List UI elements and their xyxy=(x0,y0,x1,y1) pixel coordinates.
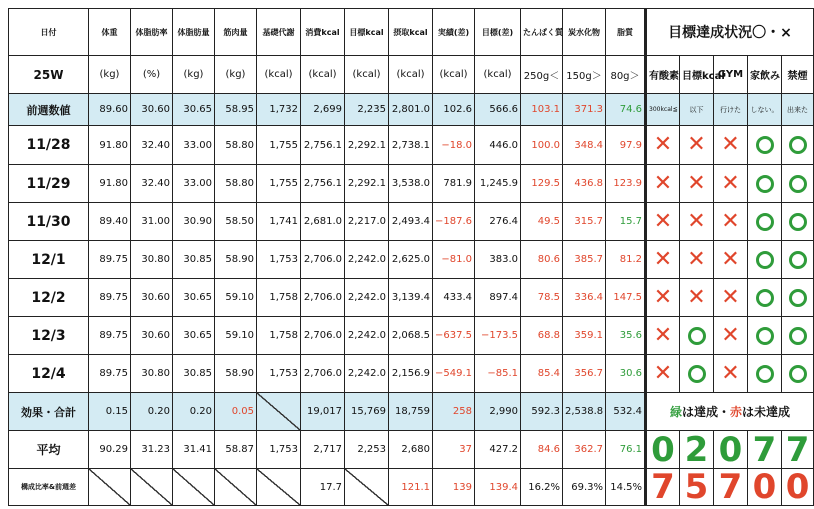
cross-mark-icon: ✕ xyxy=(721,322,740,348)
value-cell: 58.90 xyxy=(215,355,257,393)
prev-cell: 1,732 xyxy=(257,94,301,126)
date-cell: 12/3 xyxy=(9,317,89,355)
value-cell: 89.75 xyxy=(89,241,131,279)
legend-red: 赤 xyxy=(730,405,743,419)
value-cell: 2,756.1 xyxy=(301,126,345,165)
cross-mark-icon: ✕ xyxy=(721,284,740,310)
value-cell: 2,706.0 xyxy=(301,241,345,279)
value-cell: 2,217.0 xyxy=(345,203,389,241)
goal-header: 目標kcal xyxy=(680,56,714,94)
goal-mark xyxy=(714,203,748,241)
goal-mark xyxy=(646,317,680,355)
value-cell: −549.1 xyxy=(433,355,475,393)
value-cell: 2,156.9 xyxy=(389,355,433,393)
value-cell: 58.80 xyxy=(215,165,257,203)
cross-mark-icon: ✕ xyxy=(687,132,706,157)
value-cell: 276.4 xyxy=(475,203,521,241)
effect-cell: 0.20 xyxy=(131,393,173,431)
goal-mark xyxy=(714,355,748,393)
achieved-count: 7 xyxy=(782,431,814,469)
average-row xyxy=(9,431,814,469)
average-cell: 2,680 xyxy=(389,431,433,469)
value-cell: 58.50 xyxy=(215,203,257,241)
unit-cell: (kg) xyxy=(173,56,215,94)
col-header: 体脂肪率 xyxy=(131,9,173,56)
effect-cell: 0.15 xyxy=(89,393,131,431)
circle-mark-icon xyxy=(688,365,706,383)
cross-mark-icon: ✕ xyxy=(687,246,706,272)
goal-mark xyxy=(646,203,680,241)
prev-cell: 89.60 xyxy=(89,94,131,126)
goal-mark xyxy=(680,355,714,393)
goal-mark xyxy=(646,165,680,203)
effect-cell: 592.3 xyxy=(521,393,563,431)
average-cell: 31.41 xyxy=(173,431,215,469)
goal-mark xyxy=(782,203,814,241)
goal-header: GYM xyxy=(714,56,748,94)
value-cell: 383.0 xyxy=(475,241,521,279)
effect-cell: 0.05 xyxy=(215,393,257,431)
failed-count: 5 xyxy=(680,469,714,506)
value-cell: 2,681.0 xyxy=(301,203,345,241)
value-cell: 315.7 xyxy=(563,203,606,241)
unit-cell: (kcal) xyxy=(345,56,389,94)
legend-text: は達成・ xyxy=(682,405,731,419)
value-cell: −173.5 xyxy=(475,317,521,355)
prev-cell: 103.1 xyxy=(521,94,563,126)
goal-mark xyxy=(782,241,814,279)
average-cell: 427.2 xyxy=(475,431,521,469)
effect-cell: 258 xyxy=(433,393,475,431)
value-cell: 33.00 xyxy=(173,126,215,165)
unit-cell: (kcal) xyxy=(257,56,301,94)
circle-mark-icon xyxy=(756,289,774,307)
effect-cell: 19,017 xyxy=(301,393,345,431)
previous-week-row xyxy=(9,94,814,126)
col-header: 目標kcal xyxy=(345,9,389,56)
cross-mark-icon: ✕ xyxy=(721,208,740,234)
value-cell: −18.0 xyxy=(433,126,475,165)
goal-criteria: 300kcal≦ xyxy=(646,94,680,126)
cross-mark-icon: ✕ xyxy=(721,170,740,196)
achieved-count: 0 xyxy=(646,431,680,469)
date-header: 日付 xyxy=(9,9,89,56)
circle-mark-icon xyxy=(789,213,807,231)
value-cell: 2,242.0 xyxy=(345,241,389,279)
empty-diagonal-cell xyxy=(89,469,131,506)
circle-mark-icon xyxy=(756,251,774,269)
value-cell: 2,625.0 xyxy=(389,241,433,279)
average-cell: 2,253 xyxy=(345,431,389,469)
empty-diagonal-cell xyxy=(257,393,301,431)
value-cell: 81.2 xyxy=(606,241,646,279)
value-cell: 49.5 xyxy=(521,203,563,241)
value-cell: 78.5 xyxy=(521,279,563,317)
ratio-label: 構成比率&前週差 xyxy=(9,469,89,506)
goal-mark xyxy=(748,241,782,279)
circle-mark-icon xyxy=(789,251,807,269)
value-cell: 2,242.0 xyxy=(345,317,389,355)
value-cell: 85.4 xyxy=(521,355,563,393)
value-cell: 32.40 xyxy=(131,165,173,203)
date-cell: 11/29 xyxy=(9,165,89,203)
effect-total-label: 効果・合計 xyxy=(9,393,89,431)
empty-diagonal-cell xyxy=(257,469,301,506)
week-label: 25W xyxy=(9,56,89,94)
weekly-record-sheet xyxy=(8,8,810,507)
cross-mark-icon: ✕ xyxy=(653,132,673,157)
prev-cell: 30.60 xyxy=(131,94,173,126)
ratio-cell: 16.2% xyxy=(521,469,563,506)
value-cell: 2,292.1 xyxy=(345,126,389,165)
value-cell: 385.7 xyxy=(563,241,606,279)
goal-mark xyxy=(680,317,714,355)
value-cell: 359.1 xyxy=(563,317,606,355)
unit-cell: (kg) xyxy=(89,56,131,94)
goal-mark xyxy=(646,126,680,165)
goal-mark xyxy=(680,241,714,279)
value-cell: −187.6 xyxy=(433,203,475,241)
value-cell: 59.10 xyxy=(215,317,257,355)
value-cell: 123.9 xyxy=(606,165,646,203)
previous-week-label: 前週数値 xyxy=(9,94,89,126)
value-cell: 1,758 xyxy=(257,317,301,355)
col-header: たんぱく質 xyxy=(521,9,563,56)
goal-criteria: 出来た xyxy=(782,94,814,126)
goal-mark xyxy=(748,126,782,165)
unit-cell: (kcal) xyxy=(301,56,345,94)
ratio-cell: 139 xyxy=(433,469,475,506)
goal-mark xyxy=(748,279,782,317)
value-cell: 2,706.0 xyxy=(301,279,345,317)
circle-mark-icon xyxy=(789,175,807,193)
unit-cell: 250g＜ xyxy=(521,56,563,94)
goal-header: 家飲み xyxy=(748,56,782,94)
unit-cell: (kcal) xyxy=(433,56,475,94)
value-cell: 58.80 xyxy=(215,126,257,165)
average-cell: 362.7 xyxy=(563,431,606,469)
cross-mark-icon: ✕ xyxy=(653,284,673,310)
goal-mark xyxy=(714,165,748,203)
date-cell: 12/4 xyxy=(9,355,89,393)
col-header: 体脂肪量 xyxy=(173,9,215,56)
value-cell: 1,753 xyxy=(257,241,301,279)
failed-count: 7 xyxy=(646,469,680,506)
goal-mark xyxy=(714,241,748,279)
goal-mark xyxy=(714,126,748,165)
goal-mark xyxy=(646,241,680,279)
average-cell: 2,717 xyxy=(301,431,345,469)
value-cell: 30.80 xyxy=(131,355,173,393)
value-cell: 89.75 xyxy=(89,355,131,393)
average-cell: 37 xyxy=(433,431,475,469)
value-cell: 80.6 xyxy=(521,241,563,279)
value-cell: 2,068.5 xyxy=(389,317,433,355)
goal-mark xyxy=(748,355,782,393)
achieved-count: 7 xyxy=(748,431,782,469)
goal-criteria: 以下 xyxy=(680,94,714,126)
value-cell: −637.5 xyxy=(433,317,475,355)
day-row xyxy=(9,126,814,165)
value-cell: 31.00 xyxy=(131,203,173,241)
col-header: 炭水化物 xyxy=(563,9,606,56)
goal-mark xyxy=(680,165,714,203)
value-cell: 2,756.1 xyxy=(301,165,345,203)
cross-mark-icon: ✕ xyxy=(653,246,673,272)
value-cell: 1,755 xyxy=(257,126,301,165)
value-cell: 30.65 xyxy=(173,279,215,317)
unit-cell: (kcal) xyxy=(389,56,433,94)
cross-mark-icon: ✕ xyxy=(687,170,706,196)
goal-mark xyxy=(714,317,748,355)
prev-cell: 2,699 xyxy=(301,94,345,126)
day-row xyxy=(9,355,814,393)
col-header: 摂取kcal xyxy=(389,9,433,56)
goal-mark xyxy=(646,355,680,393)
circle-mark-icon xyxy=(789,365,807,383)
ratio-cell: 14.5% xyxy=(606,469,646,506)
value-cell: 336.4 xyxy=(563,279,606,317)
ratio-cell: 69.3% xyxy=(563,469,606,506)
goal-mark xyxy=(748,317,782,355)
legend-green: 緑 xyxy=(669,405,682,419)
goal-status-title: 目標達成状況〇・× xyxy=(646,9,814,56)
circle-mark-icon xyxy=(756,175,774,193)
value-cell: 30.80 xyxy=(131,241,173,279)
cross-mark-icon: ✕ xyxy=(653,208,673,234)
circle-mark-icon xyxy=(789,289,807,307)
prev-cell: 371.3 xyxy=(563,94,606,126)
goal-header: 有酸素 xyxy=(646,56,680,94)
value-cell: 356.7 xyxy=(563,355,606,393)
value-cell: 91.80 xyxy=(89,126,131,165)
value-cell: 15.7 xyxy=(606,203,646,241)
cross-mark-icon: ✕ xyxy=(653,170,673,196)
effect-total-row xyxy=(9,393,814,431)
prev-cell: 30.65 xyxy=(173,94,215,126)
prev-cell: 102.6 xyxy=(433,94,475,126)
color-legend xyxy=(646,393,814,431)
goal-mark xyxy=(782,126,814,165)
value-cell: 781.9 xyxy=(433,165,475,203)
prev-cell: 566.6 xyxy=(475,94,521,126)
ratio-cell: 139.4 xyxy=(475,469,521,506)
cross-mark-icon: ✕ xyxy=(653,360,673,386)
col-header: 目標(差) xyxy=(475,9,521,56)
weekly-record-table xyxy=(8,8,814,506)
effect-cell: 18,759 xyxy=(389,393,433,431)
goal-criteria: 行けた xyxy=(714,94,748,126)
value-cell: 30.90 xyxy=(173,203,215,241)
circle-mark-icon xyxy=(756,213,774,231)
value-cell: 30.85 xyxy=(173,241,215,279)
circle-mark-icon xyxy=(756,327,774,345)
date-cell: 12/2 xyxy=(9,279,89,317)
prev-cell: 74.6 xyxy=(606,94,646,126)
day-row xyxy=(9,317,814,355)
legend-text: は未達成 xyxy=(742,405,791,419)
col-header: 体重 xyxy=(89,9,131,56)
average-cell: 31.23 xyxy=(131,431,173,469)
unit-cell: 150g＞ xyxy=(563,56,606,94)
value-cell: 1,758 xyxy=(257,279,301,317)
value-cell: 30.6 xyxy=(606,355,646,393)
circle-mark-icon xyxy=(756,136,774,154)
effect-cell: 2,990 xyxy=(475,393,521,431)
value-cell: 59.10 xyxy=(215,279,257,317)
failed-count: 7 xyxy=(714,469,748,506)
effect-cell: 15,769 xyxy=(345,393,389,431)
date-cell: 12/1 xyxy=(9,241,89,279)
ratio-cell: 121.1 xyxy=(389,469,433,506)
failed-count: 0 xyxy=(748,469,782,506)
value-cell: 2,292.1 xyxy=(345,165,389,203)
achieved-count: 0 xyxy=(714,431,748,469)
unit-cell: 80g＞ xyxy=(606,56,646,94)
circle-mark-icon xyxy=(688,327,706,345)
average-cell: 58.87 xyxy=(215,431,257,469)
col-header: 基礎代謝 xyxy=(257,9,301,56)
value-cell: 30.60 xyxy=(131,279,173,317)
goal-mark xyxy=(748,165,782,203)
value-cell: 348.4 xyxy=(563,126,606,165)
value-cell: 91.80 xyxy=(89,165,131,203)
goal-mark xyxy=(748,203,782,241)
average-cell: 76.1 xyxy=(606,431,646,469)
col-header: 脂質 xyxy=(606,9,646,56)
value-cell: 2,242.0 xyxy=(345,355,389,393)
value-cell: 33.00 xyxy=(173,165,215,203)
effect-cell: 532.4 xyxy=(606,393,646,431)
value-cell: 3,538.0 xyxy=(389,165,433,203)
value-cell: 89.75 xyxy=(89,317,131,355)
unit-cell: (kcal) xyxy=(475,56,521,94)
date-cell: 11/30 xyxy=(9,203,89,241)
cross-mark-icon: ✕ xyxy=(653,322,673,348)
value-cell: 35.6 xyxy=(606,317,646,355)
value-cell: 147.5 xyxy=(606,279,646,317)
goal-header: 禁煙 xyxy=(782,56,814,94)
goal-mark xyxy=(782,317,814,355)
average-cell: 1,753 xyxy=(257,431,301,469)
value-cell: 30.60 xyxy=(131,317,173,355)
prev-cell: 2,801.0 xyxy=(389,94,433,126)
value-cell: 68.8 xyxy=(521,317,563,355)
ratio-row xyxy=(9,469,814,506)
goal-mark xyxy=(782,165,814,203)
achieved-count: 2 xyxy=(680,431,714,469)
value-cell: 89.75 xyxy=(89,279,131,317)
value-cell: 89.40 xyxy=(89,203,131,241)
cross-mark-icon: ✕ xyxy=(721,132,740,157)
day-row xyxy=(9,203,814,241)
value-cell: 2,242.0 xyxy=(345,279,389,317)
value-cell: 30.65 xyxy=(173,317,215,355)
failed-count: 0 xyxy=(782,469,814,506)
cross-mark-icon: ✕ xyxy=(721,246,740,272)
empty-diagonal-cell xyxy=(173,469,215,506)
average-label: 平均 xyxy=(9,431,89,469)
value-cell: 3,139.4 xyxy=(389,279,433,317)
cross-mark-icon: ✕ xyxy=(687,208,706,234)
goal-criteria: しない。 xyxy=(748,94,782,126)
value-cell: 32.40 xyxy=(131,126,173,165)
value-cell: 2,493.4 xyxy=(389,203,433,241)
value-cell: 97.9 xyxy=(606,126,646,165)
unit-cell: (%) xyxy=(131,56,173,94)
header-row xyxy=(9,9,814,56)
value-cell: 30.85 xyxy=(173,355,215,393)
goal-mark xyxy=(782,355,814,393)
unit-row xyxy=(9,56,814,94)
cross-mark-icon: ✕ xyxy=(721,360,740,386)
empty-diagonal-cell xyxy=(345,469,389,506)
goal-mark xyxy=(680,126,714,165)
empty-diagonal-cell xyxy=(131,469,173,506)
col-header: 実績(差) xyxy=(433,9,475,56)
goal-mark xyxy=(680,279,714,317)
unit-cell: (kg) xyxy=(215,56,257,94)
value-cell: 433.4 xyxy=(433,279,475,317)
value-cell: 129.5 xyxy=(521,165,563,203)
day-row xyxy=(9,279,814,317)
value-cell: 897.4 xyxy=(475,279,521,317)
value-cell: 446.0 xyxy=(475,126,521,165)
value-cell: 1,755 xyxy=(257,165,301,203)
goal-mark xyxy=(680,203,714,241)
effect-cell: 2,538.8 xyxy=(563,393,606,431)
cross-mark-icon: ✕ xyxy=(687,284,706,310)
goal-mark xyxy=(714,279,748,317)
prev-cell: 58.95 xyxy=(215,94,257,126)
effect-cell: 0.20 xyxy=(173,393,215,431)
average-cell: 84.6 xyxy=(521,431,563,469)
goal-mark xyxy=(782,279,814,317)
value-cell: −85.1 xyxy=(475,355,521,393)
value-cell: 1,245.9 xyxy=(475,165,521,203)
value-cell: 436.8 xyxy=(563,165,606,203)
value-cell: 1,741 xyxy=(257,203,301,241)
col-header: 消費kcal xyxy=(301,9,345,56)
value-cell: 2,738.1 xyxy=(389,126,433,165)
col-header: 筋肉量 xyxy=(215,9,257,56)
value-cell: 100.0 xyxy=(521,126,563,165)
empty-diagonal-cell xyxy=(215,469,257,506)
value-cell: −81.0 xyxy=(433,241,475,279)
value-cell: 58.90 xyxy=(215,241,257,279)
prev-cell: 2,235 xyxy=(345,94,389,126)
day-row xyxy=(9,241,814,279)
value-cell: 2,706.0 xyxy=(301,317,345,355)
date-cell: 11/28 xyxy=(9,126,89,165)
circle-mark-icon xyxy=(789,327,807,345)
value-cell: 2,706.0 xyxy=(301,355,345,393)
circle-mark-icon xyxy=(789,136,807,154)
value-cell: 1,753 xyxy=(257,355,301,393)
average-cell: 90.29 xyxy=(89,431,131,469)
goal-mark xyxy=(646,279,680,317)
day-row xyxy=(9,165,814,203)
circle-mark-icon xyxy=(756,365,774,383)
ratio-cell: 17.7 xyxy=(301,469,345,506)
